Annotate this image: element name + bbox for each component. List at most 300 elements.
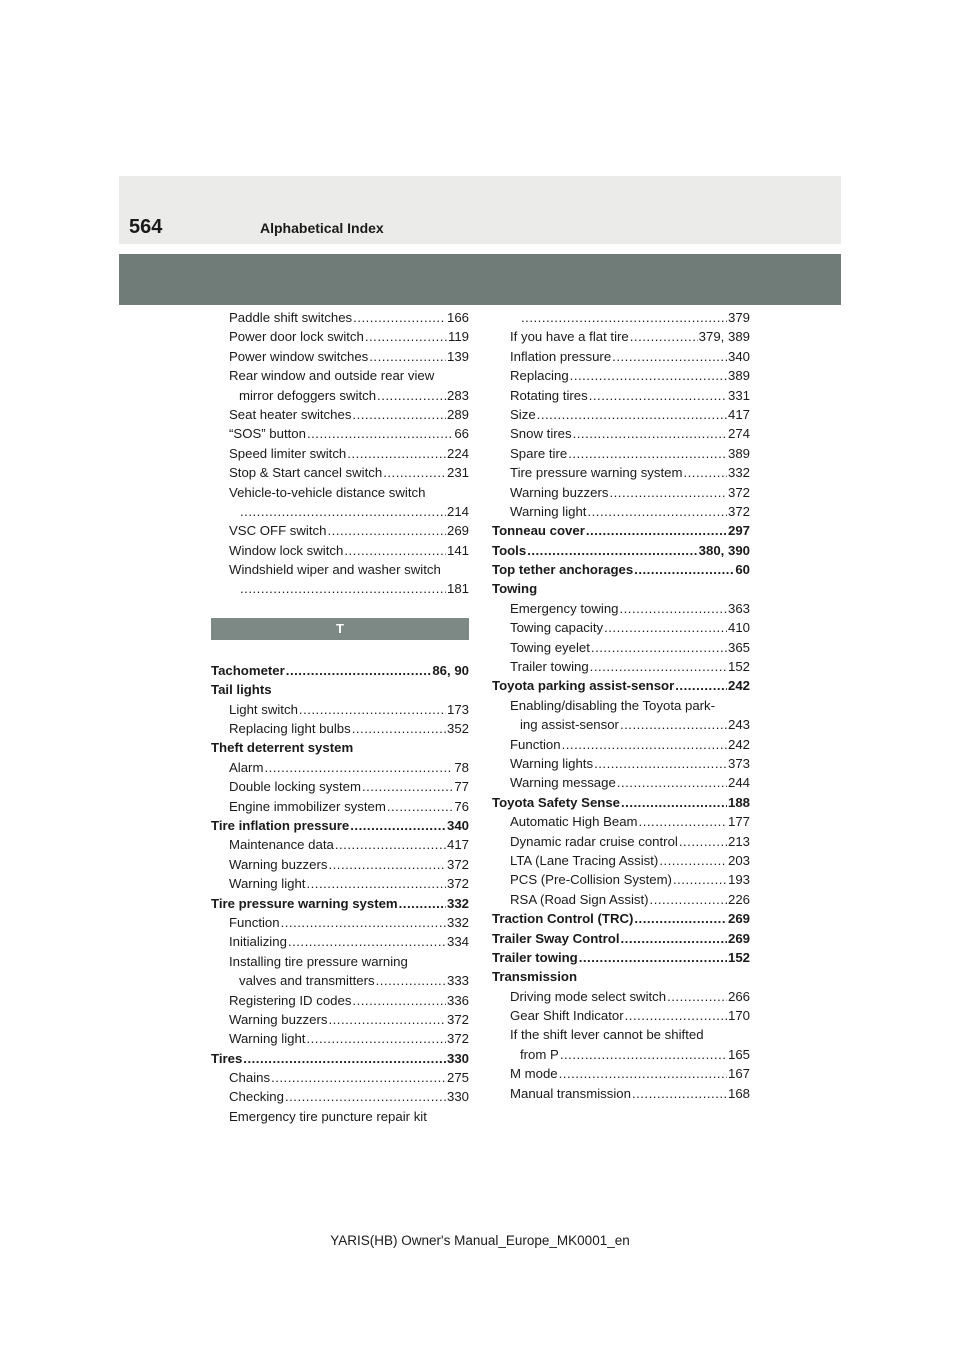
dot-leader: [587, 502, 727, 521]
index-entry-label: PCS (Pre-Collision System): [510, 872, 672, 888]
dot-leader: [240, 502, 446, 521]
index-entry-sub: [211, 758, 469, 777]
index-entry-page: 334: [446, 934, 469, 950]
index-entry-main: [492, 929, 750, 948]
index-entry-page: 173: [446, 701, 469, 717]
index-column-left: [211, 308, 469, 1126]
index-entry-sub: [211, 1029, 469, 1048]
index-entry-page: 379, 389: [698, 329, 750, 345]
dot-leader: [591, 638, 727, 657]
index-entry-label: Size: [510, 406, 536, 422]
dot-leader: [570, 366, 727, 385]
dot-leader: [350, 816, 446, 835]
dot-leader: [328, 855, 446, 874]
dot-leader: [352, 991, 446, 1010]
index-entry-main: [492, 521, 750, 540]
index-entry-label: Automatic High Beam: [510, 814, 638, 830]
index-entry-page: 269: [727, 911, 750, 927]
dot-leader: [568, 444, 727, 463]
index-entry-label: Power door lock switch: [229, 329, 364, 345]
index-entry-page: 333: [446, 973, 469, 989]
index-entry-sub: [492, 696, 750, 715]
index-entry-label: Light switch: [229, 701, 298, 717]
section-title: Alphabetical Index: [260, 220, 384, 236]
index-entry-main: [492, 579, 750, 598]
dot-leader: [659, 851, 727, 870]
index-entry-page: 380, 390: [698, 542, 750, 558]
dot-leader: [675, 676, 727, 695]
index-entry-sub: [492, 405, 750, 424]
dot-leader: [286, 661, 432, 680]
index-entry-sub: [492, 424, 750, 443]
index-entry-page: 231: [446, 465, 469, 481]
index-entry-main: [211, 680, 469, 699]
index-entry-sub: [492, 1045, 750, 1064]
index-entry-sub: [211, 855, 469, 874]
index-entry-page: 379: [727, 310, 750, 325]
index-entry-label: Function: [229, 914, 280, 930]
index-entry-label: Rear window and outside rear view: [229, 368, 435, 384]
dot-leader: [609, 483, 727, 502]
index-entry-page: 289: [446, 406, 469, 422]
index-entry-page: 78: [454, 759, 469, 775]
index-entry-page: 76: [454, 798, 469, 814]
index-entry-sub: [211, 386, 469, 405]
index-list-left-top: [211, 308, 469, 599]
index-entry-label: Tools: [492, 542, 527, 558]
index-entry-page: 372: [446, 876, 469, 892]
dot-leader: [604, 618, 727, 637]
index-entry-page: 331: [727, 387, 750, 403]
index-entry-page: 389: [727, 445, 750, 461]
page-number: 564: [129, 216, 163, 238]
index-entry-sub: [211, 719, 469, 738]
index-entry-label: Speed limiter switch: [229, 445, 347, 461]
dot-leader: [281, 913, 446, 932]
index-entry-sub: [492, 463, 750, 482]
index-entry-page: 389: [727, 368, 750, 384]
index-entry-page: 336: [446, 992, 469, 1008]
index-entry-label: Gear Shift Indicator: [510, 1008, 624, 1024]
index-entry-label: ing assist-sensor: [520, 717, 619, 733]
index-entry-page: 213: [727, 833, 750, 849]
dot-leader: [630, 327, 698, 346]
index-entry-sub: [492, 308, 750, 327]
index-entry-label: Towing capacity: [510, 620, 604, 636]
index-entry-label: Installing tire pressure warning: [229, 953, 408, 969]
index-entry-page: 274: [727, 426, 750, 442]
index-entry-sub: [211, 405, 469, 424]
index-entry-sub: [211, 700, 469, 719]
index-entry-label: Tachometer: [211, 662, 285, 678]
index-entry-label: Tires: [211, 1050, 243, 1066]
index-entry-label: valves and transmitters: [239, 973, 375, 989]
dot-leader: [285, 1087, 446, 1106]
dot-leader: [683, 463, 727, 482]
index-entry-label: Towing eyelet: [510, 639, 590, 655]
index-entry-sub: [211, 874, 469, 893]
dot-leader: [679, 832, 727, 851]
dot-leader: [264, 758, 453, 777]
dot-leader: [307, 424, 453, 443]
index-entry-page: 410: [727, 620, 750, 636]
index-entry-label: Tail lights: [211, 682, 272, 698]
index-entry-sub: [211, 1087, 469, 1106]
index-entry-label: Enabling/disabling the Toyota park-: [510, 697, 716, 713]
index-entry-label: Warning buzzers: [229, 856, 328, 872]
index-entry-label: RSA (Road Sign Assist): [510, 891, 649, 907]
index-entry-sub: [211, 913, 469, 932]
dot-leader: [306, 1029, 446, 1048]
index-entry-page: 77: [454, 779, 469, 795]
index-entry-label: Warning message: [510, 775, 616, 791]
index-entry-sub: [492, 1084, 750, 1103]
dot-leader: [560, 1045, 727, 1064]
index-entry-page: 139: [446, 348, 469, 364]
index-list-right: [492, 308, 750, 1103]
dot-leader: [399, 894, 446, 913]
index-entry-label: Trailer towing: [492, 949, 578, 965]
dot-leader: [562, 735, 727, 754]
index-entry-sub: [211, 1107, 469, 1126]
dot-leader: [377, 386, 446, 405]
index-entry-main: [492, 541, 750, 560]
index-entry-sub: [492, 1006, 750, 1025]
index-column-right: [492, 308, 750, 1103]
index-entry-page: 152: [727, 659, 750, 675]
index-entry-page: 332: [446, 895, 469, 911]
dot-leader: [621, 929, 727, 948]
index-entry-page: 352: [446, 721, 469, 737]
index-entry-label: Warning light: [229, 876, 306, 892]
index-entry-sub: [492, 502, 750, 521]
dot-leader: [383, 463, 446, 482]
dot-leader: [328, 1010, 446, 1029]
dot-leader: [306, 874, 446, 893]
index-entry-sub: [492, 890, 750, 909]
index-entry-label: Traction Control (TRC): [492, 911, 634, 927]
index-entry-label: Toyota Safety Sense: [492, 794, 621, 810]
index-entry-page: 365: [727, 639, 750, 655]
dot-leader: [634, 909, 727, 928]
index-entry-label: Toyota parking assist-sensor: [492, 678, 675, 694]
index-entry-label: Paddle shift switches: [229, 310, 353, 325]
index-entry-sub: [492, 1025, 750, 1044]
index-entry-page: 242: [727, 736, 750, 752]
index-entry-sub: [211, 483, 469, 502]
index-entry-label: Inflation pressure: [510, 348, 612, 364]
index-entry-sub: [211, 502, 469, 521]
index-entry-sub: [211, 444, 469, 463]
dot-leader: [639, 812, 727, 831]
index-entry-sub: [211, 463, 469, 482]
dot-leader: [327, 521, 446, 540]
index-entry-sub: [211, 835, 469, 854]
dot-leader: [621, 793, 727, 812]
index-entry-sub: [211, 541, 469, 560]
index-entry-sub: [211, 1068, 469, 1087]
dot-leader: [586, 521, 727, 540]
index-entry-page: 243: [727, 717, 750, 733]
dot-leader: [352, 719, 446, 738]
index-entry-sub: [492, 832, 750, 851]
index-entry-label: Tire pressure warning system: [510, 465, 683, 481]
dot-leader: [271, 1068, 446, 1087]
index-entry-page: 372: [446, 1011, 469, 1027]
index-entry-page: 297: [727, 523, 750, 539]
index-entry-main: [492, 676, 750, 695]
index-entry-label: Double locking system: [229, 779, 361, 795]
index-entry-sub: [211, 521, 469, 540]
index-entry-sub: [492, 735, 750, 754]
dot-leader: [347, 444, 446, 463]
dot-leader: [335, 835, 446, 854]
dot-leader: [589, 386, 727, 405]
index-entry-page: 340: [446, 817, 469, 833]
index-entry-page: 332: [446, 914, 469, 930]
index-entry-page: 269: [727, 930, 750, 946]
index-entry-sub: [492, 599, 750, 618]
header-band: [119, 254, 841, 305]
index-entry-main: [492, 793, 750, 812]
index-entry-sub: [492, 715, 750, 734]
index-entry-label: Window lock switch: [229, 542, 344, 558]
index-entry-page: 86, 90: [432, 662, 469, 678]
index-entry-sub: [211, 797, 469, 816]
index-entry-label: Trailer towing: [510, 659, 589, 675]
index-entry-page: 372: [727, 484, 750, 500]
index-entry-label: Replacing: [510, 368, 569, 384]
index-entry-page: 266: [727, 988, 750, 1004]
index-entry-sub: [492, 754, 750, 773]
index-entry-page: 244: [727, 775, 750, 791]
index-list-left-bottom: [211, 661, 469, 1126]
index-entry-page: 141: [446, 542, 469, 558]
index-entry-label: Warning buzzers: [510, 484, 609, 500]
index-entry-label: Rotating tires: [510, 387, 588, 403]
index-entry-page: 275: [446, 1070, 469, 1086]
index-entry-page: 224: [446, 445, 469, 461]
index-entry-sub: [492, 638, 750, 657]
dot-leader: [634, 560, 734, 579]
dot-leader: [376, 971, 446, 990]
dot-leader: [650, 890, 727, 909]
index-entry-label: mirror defoggers switch: [239, 387, 377, 403]
index-entry-label: LTA (Lane Tracing Assist): [510, 852, 659, 868]
index-entry-main: [211, 816, 469, 835]
index-entry-page: 417: [727, 406, 750, 422]
index-entry-page: 66: [454, 426, 469, 442]
index-entry-sub: [492, 444, 750, 463]
index-entry-sub: [211, 991, 469, 1010]
index-entry-label: Chains: [229, 1070, 271, 1086]
dot-leader: [573, 424, 727, 443]
index-entry-page: 165: [727, 1046, 750, 1062]
index-entry-label: Registering ID codes: [229, 992, 352, 1008]
index-entry-sub: [492, 483, 750, 502]
dot-leader: [521, 308, 727, 327]
index-entry-label: Emergency towing: [510, 600, 619, 616]
index-entry-page: 203: [727, 852, 750, 868]
index-entry-label: M mode: [510, 1066, 558, 1082]
index-entry-main: [492, 967, 750, 986]
index-entry-page: 332: [727, 465, 750, 481]
index-entry-label: Power window switches: [229, 348, 369, 364]
index-entry-sub: [211, 932, 469, 951]
index-entry-main: [211, 1049, 469, 1068]
index-entry-label: Spare tire: [510, 445, 568, 461]
index-entry-label: Tire pressure warning system: [211, 895, 398, 911]
index-entry-page: 214: [446, 503, 469, 519]
dot-leader: [590, 657, 727, 676]
index-entry-label: Warning buzzers: [229, 1011, 328, 1027]
header-bar: [119, 176, 841, 244]
index-entry-label: Seat heater switches: [229, 406, 352, 422]
index-entry-label: Top tether anchorages: [492, 562, 634, 578]
index-entry-sub: [492, 1064, 750, 1083]
index-entry-page: 193: [727, 872, 750, 888]
index-entry-label: Dynamic radar cruise control: [510, 833, 678, 849]
index-entry-label: Vehicle-to-vehicle distance switch: [229, 484, 426, 500]
index-entry-main: [492, 948, 750, 967]
index-entry-sub: [492, 366, 750, 385]
index-entry-sub: [211, 971, 469, 990]
index-entry-label: Function: [510, 736, 561, 752]
dot-leader: [617, 773, 727, 792]
index-entry-label: Maintenance data: [229, 837, 334, 853]
index-entry-page: 226: [727, 891, 750, 907]
index-entry-label: Initializing: [229, 934, 287, 950]
dot-leader: [594, 754, 727, 773]
dot-leader: [344, 541, 446, 560]
index-entry-page: 372: [727, 503, 750, 519]
dot-leader: [527, 541, 697, 560]
index-entry-sub: [492, 812, 750, 831]
dot-leader: [667, 987, 727, 1006]
index-entry-page: 372: [446, 856, 469, 872]
index-entry-main: [211, 738, 469, 757]
index-entry-sub: [492, 851, 750, 870]
index-entry-sub: [492, 773, 750, 792]
index-entry-label: If the shift lever cannot be shifted: [510, 1027, 704, 1043]
dot-leader: [612, 347, 727, 366]
index-entry-label: Stop & Start cancel switch: [229, 465, 383, 481]
index-entry-page: 188: [727, 794, 750, 810]
index-entry-label: Tonneau cover: [492, 523, 585, 539]
index-entry-sub: [211, 560, 469, 579]
dot-leader: [387, 797, 453, 816]
index-entry-sub: [492, 657, 750, 676]
index-entry-sub: [211, 327, 469, 346]
index-entry-label: Checking: [229, 1089, 284, 1105]
index-entry-sub: [492, 347, 750, 366]
index-entry-sub: [211, 308, 469, 327]
index-entry-label: Alarm: [229, 759, 264, 775]
dot-leader: [288, 932, 446, 951]
index-entry-sub: [211, 777, 469, 796]
index-entry-label: Engine immobilizer system: [229, 798, 386, 814]
index-entry-page: 242: [727, 678, 750, 694]
index-entry-label: Transmission: [492, 969, 578, 985]
index-entry-page: 372: [446, 1031, 469, 1047]
index-entry-label: Warning light: [510, 503, 587, 519]
letter-heading: T: [211, 618, 469, 640]
index-entry-page: 181: [446, 581, 469, 597]
index-entry-page: 373: [727, 755, 750, 771]
index-entry-sub: [211, 952, 469, 971]
index-entry-sub: [492, 987, 750, 1006]
dot-leader: [620, 715, 727, 734]
index-entry-label: If you have a flat tire: [510, 329, 629, 345]
index-entry-label: Emergency tire puncture repair kit: [229, 1108, 427, 1124]
index-entry-label: Warning lights: [510, 755, 594, 771]
index-entry-page: 168: [727, 1085, 750, 1101]
dot-leader: [299, 700, 446, 719]
index-entry-page: 177: [727, 814, 750, 830]
index-entry-label: Replacing light bulbs: [229, 721, 351, 737]
index-entry-label: Tire inflation pressure: [211, 817, 350, 833]
dot-leader: [240, 579, 446, 598]
index-entry-label: Windshield wiper and washer switch: [229, 562, 441, 578]
dot-leader: [632, 1084, 727, 1103]
index-entry-sub: [211, 579, 469, 598]
dot-leader: [352, 405, 446, 424]
dot-leader: [365, 327, 447, 346]
dot-leader: [243, 1049, 446, 1068]
index-entry-main: [211, 894, 469, 913]
index-entry-sub: [211, 424, 469, 443]
index-entry-page: 330: [446, 1050, 469, 1066]
index-entry-page: 60: [735, 562, 750, 578]
index-entry-label: from P: [520, 1046, 559, 1062]
index-entry-page: 170: [727, 1008, 750, 1024]
dot-leader: [579, 948, 727, 967]
index-entry-page: 166: [446, 310, 469, 325]
dot-leader: [369, 347, 446, 366]
dot-leader: [362, 777, 453, 796]
index-entry-sub: [492, 618, 750, 637]
index-entry-label: Manual transmission: [510, 1085, 631, 1101]
index-entry-page: 167: [727, 1066, 750, 1082]
index-entry-sub: [211, 366, 469, 385]
index-entry-page: 417: [446, 837, 469, 853]
index-entry-label: Towing: [492, 581, 538, 597]
index-entry-page: 363: [727, 600, 750, 616]
index-entry-label: VSC OFF switch: [229, 523, 327, 539]
index-entry-sub: [211, 1010, 469, 1029]
index-entry-page: 269: [446, 523, 469, 539]
index-entry-main: [492, 909, 750, 928]
index-entry-label: Trailer Sway Control: [492, 930, 620, 946]
index-entry-main: [492, 560, 750, 579]
index-entry-label: Theft deterrent system: [211, 740, 354, 756]
index-entry-main: [211, 661, 469, 680]
index-entry-label: Driving mode select switch: [510, 988, 667, 1004]
index-entry-page: 330: [446, 1089, 469, 1105]
dot-leader: [625, 1006, 727, 1025]
index-entry-sub: [492, 327, 750, 346]
footer-manual-id: YARIS(HB) Owner's Manual_Europe_MK0001_en: [330, 1233, 630, 1248]
index-entry-page: 283: [446, 387, 469, 403]
index-entry-page: 119: [447, 329, 469, 345]
index-entry-sub: [211, 347, 469, 366]
index-entry-sub: [492, 386, 750, 405]
dot-leader: [619, 599, 727, 618]
index-entry-page: 152: [727, 949, 750, 965]
dot-leader: [559, 1064, 727, 1083]
index-entry-sub: [492, 870, 750, 889]
dot-leader: [353, 308, 446, 327]
